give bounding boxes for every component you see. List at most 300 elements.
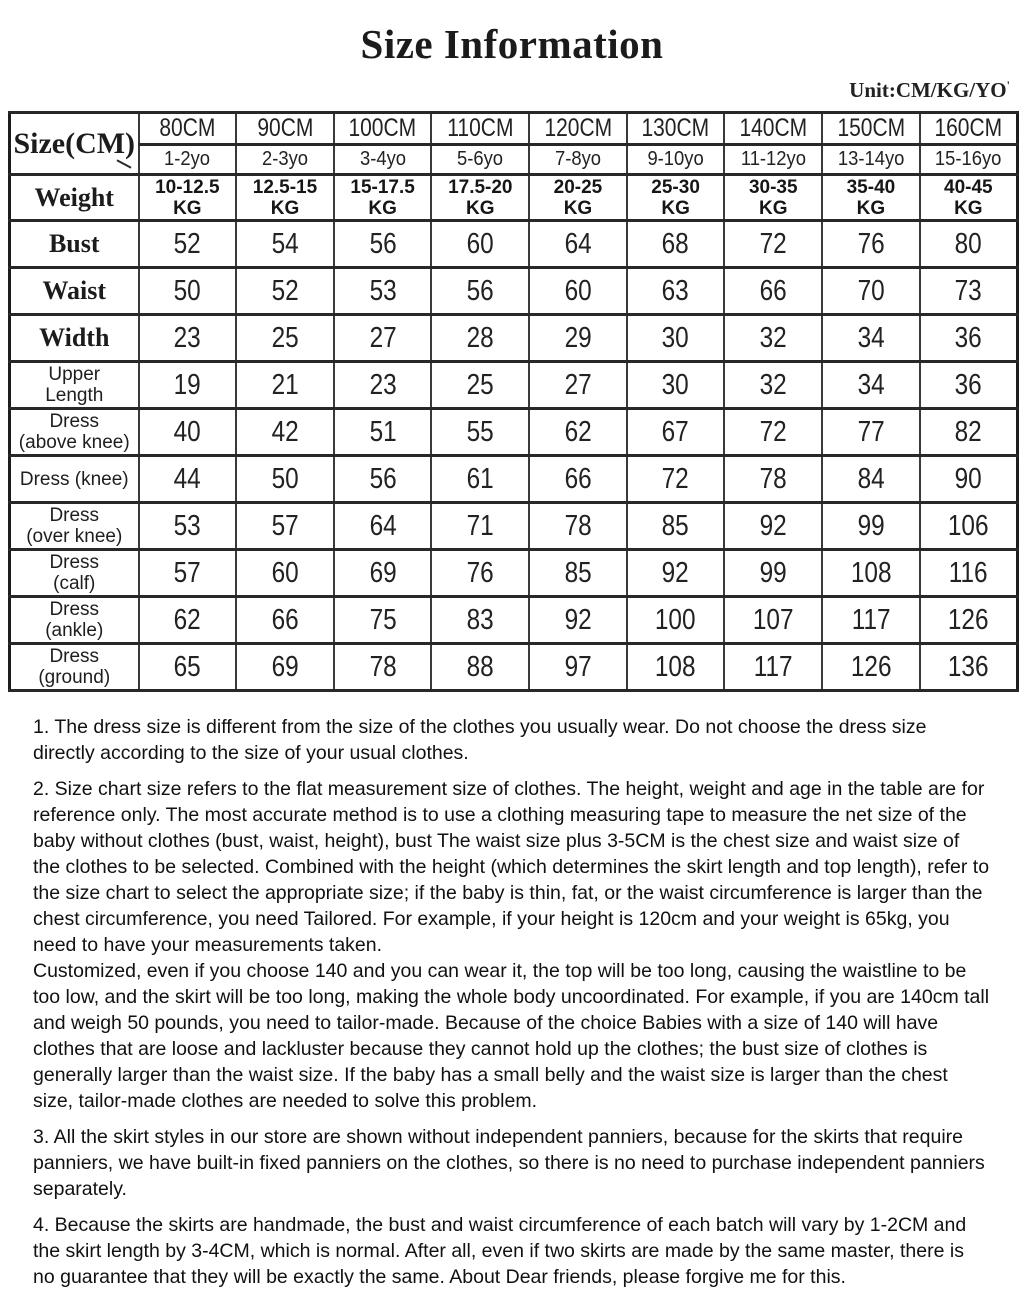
table-row-dress-ground [10, 644, 1018, 691]
value-text: 66 [564, 462, 592, 495]
age-header-text: 2-3yo [261, 148, 308, 170]
value-cell [822, 550, 920, 597]
value-text: 116 [948, 556, 988, 589]
value-text: 19 [173, 368, 201, 401]
value-cell [920, 268, 1018, 315]
value-text: 80 [954, 227, 982, 260]
header-age-cell [724, 145, 822, 175]
weight-unit-text: KG [466, 197, 495, 219]
value-cell [334, 503, 432, 550]
weight-range-text: 15-17.5 [350, 176, 415, 198]
row-label-line: (above knee) [18, 432, 130, 453]
header-size-cell [529, 113, 627, 145]
row-label-line: (ankle) [45, 620, 104, 641]
value-text: 126 [850, 650, 892, 683]
note-paragraph: Customized, even if you choose 140 and you can wear it, the top will be too long, causing the waistline to be too low, and the skirt will be too long, making the whole body uncoordinated. For example, if you are 140cm tall and weigh 50 pounds, you need to tailor-made. Because of the choice Babies with a size of 140 will have clothes that are loose and lackluster because they cannot hold up the clothes; the bust size of clothes is generally larger than the waist size. If the baby has a small belly and the waist size is larger than the chest size, tailor-made clothes are needed to solve this problem. [33, 960, 990, 1112]
value-text: 64 [369, 509, 397, 542]
size-table-body [10, 113, 1018, 691]
row-label-cell [10, 644, 139, 691]
value-text: 62 [564, 415, 592, 448]
value-cell [529, 409, 627, 456]
value-cell [236, 362, 334, 409]
value-cell [139, 644, 237, 691]
row-label-line: (over knee) [26, 526, 123, 547]
value-cell [529, 503, 627, 550]
table-row-upper-length [10, 362, 1018, 409]
value-text: 76 [857, 227, 885, 260]
size-cm-corner-label: Size(CM) [13, 126, 136, 160]
value-text: 34 [857, 368, 885, 401]
value-cell [236, 597, 334, 644]
header-size-cell [724, 113, 822, 145]
value-cell [236, 644, 334, 691]
value-text: 85 [564, 556, 592, 589]
value-text: 72 [759, 227, 787, 260]
age-header-text: 1-2yo [164, 148, 211, 170]
size-header-text: 120CM [544, 114, 612, 142]
size-header-text: 110CM [447, 114, 514, 142]
row-label-cell [10, 503, 139, 550]
value-cell [822, 644, 920, 691]
row-label-cell [10, 221, 139, 268]
row-label-line: Bust [48, 229, 100, 258]
weight-range-text: 40-45 [944, 176, 993, 198]
value-cell [920, 503, 1018, 550]
size-header-text: 90CM [256, 114, 313, 142]
age-header-text: 15-16yo [935, 148, 1002, 170]
value-cell [920, 550, 1018, 597]
value-cell [236, 503, 334, 550]
header-size-row [10, 113, 1018, 145]
value-cell [920, 456, 1018, 503]
weight-label-text: Weight [34, 182, 114, 212]
table-row-dress-above-knee [10, 409, 1018, 456]
row-label-cell [10, 550, 139, 597]
size-cm-corner-cell [10, 113, 139, 175]
weight-value-cell [627, 175, 725, 221]
value-cell [236, 315, 334, 362]
size-header-text: 80CM [159, 114, 216, 142]
row-label-line: Dress [49, 505, 100, 526]
value-cell [334, 644, 432, 691]
value-cell [724, 221, 822, 268]
value-cell [334, 362, 432, 409]
value-text: 25 [271, 321, 299, 354]
value-text: 117 [851, 603, 891, 636]
value-cell [724, 268, 822, 315]
value-cell [724, 550, 822, 597]
row-label-line: Width [39, 323, 110, 352]
value-cell [139, 597, 237, 644]
row-label-line: Dress [49, 646, 100, 667]
value-cell [822, 597, 920, 644]
value-text: 108 [850, 556, 892, 589]
weight-range-text: 10-12.5 [155, 176, 220, 198]
row-label-line: Dress (knee) [19, 468, 129, 490]
value-text: 69 [271, 650, 299, 683]
value-text: 73 [954, 274, 982, 307]
weight-value-cell [236, 175, 334, 221]
value-cell [627, 268, 725, 315]
value-text: 36 [954, 321, 982, 354]
value-text: 62 [173, 603, 201, 636]
value-text: 64 [564, 227, 592, 260]
value-text: 78 [369, 650, 397, 683]
value-text: 83 [466, 603, 494, 636]
value-cell [920, 362, 1018, 409]
value-cell [529, 268, 627, 315]
row-label-line: Upper [48, 364, 101, 385]
value-text: 32 [759, 368, 787, 401]
diagonal-mark [116, 159, 131, 168]
row-label-cell [10, 597, 139, 644]
value-cell [920, 221, 1018, 268]
value-text: 52 [173, 227, 201, 260]
value-cell [139, 550, 237, 597]
size-header-text: 160CM [934, 114, 1003, 142]
value-text: 66 [759, 274, 787, 307]
value-text: 60 [271, 556, 299, 589]
value-cell [334, 221, 432, 268]
value-text: 50 [173, 274, 201, 307]
value-text: 77 [857, 415, 885, 448]
note-paragraph: 1. The dress size is different from the size of the clothes you usually wear. Do not choose the dress size directly according to the size of your usual clothes. [33, 716, 927, 764]
value-text: 60 [466, 227, 494, 260]
value-text: 53 [173, 509, 201, 542]
value-text: 54 [271, 227, 299, 260]
value-text: 30 [662, 321, 690, 354]
value-text: 75 [369, 603, 397, 636]
value-cell [431, 315, 529, 362]
value-text: 27 [369, 321, 397, 354]
weight-unit-text: KG [563, 197, 593, 219]
value-text: 78 [759, 462, 787, 495]
header-age-cell [822, 145, 920, 175]
header-size-cell [920, 113, 1018, 145]
value-cell [724, 644, 822, 691]
value-cell [822, 268, 920, 315]
value-text: 72 [759, 415, 787, 448]
value-text: 50 [271, 462, 299, 495]
value-cell [236, 456, 334, 503]
value-cell [431, 456, 529, 503]
row-label-cell [10, 315, 139, 362]
value-cell [920, 597, 1018, 644]
note-4 [33, 1212, 990, 1290]
weight-label-cell [10, 175, 139, 221]
value-text: 66 [271, 603, 299, 636]
value-text: 68 [662, 227, 690, 260]
weight-value-cell [822, 175, 920, 221]
value-text: 76 [466, 556, 494, 589]
value-text: 85 [662, 509, 690, 542]
value-text: 23 [369, 368, 397, 401]
page-title: Size Information [360, 21, 664, 67]
value-cell [724, 503, 822, 550]
weight-value-cell [529, 175, 627, 221]
header-age-row [10, 145, 1018, 175]
size-header-text: 150CM [837, 114, 905, 142]
value-text: 63 [662, 274, 690, 307]
value-text: 44 [173, 462, 201, 495]
weight-value-cell [724, 175, 822, 221]
unit-superscript-mark: ' [1006, 78, 1010, 92]
value-cell [822, 456, 920, 503]
header-age-cell [139, 145, 237, 175]
value-cell [529, 362, 627, 409]
value-cell [627, 221, 725, 268]
value-cell [920, 409, 1018, 456]
value-text: 126 [947, 603, 989, 636]
value-text: 53 [369, 274, 397, 307]
value-text: 36 [954, 368, 982, 401]
value-text: 108 [655, 650, 696, 683]
value-text: 92 [662, 556, 690, 589]
weight-range-text: 30-35 [748, 176, 798, 198]
value-text: 107 [752, 603, 794, 636]
value-cell [724, 597, 822, 644]
value-text: 100 [655, 603, 696, 636]
value-text: 99 [759, 556, 787, 589]
weight-unit-text: KG [270, 197, 300, 219]
value-cell [431, 550, 529, 597]
header-size-cell [431, 113, 529, 145]
table-row-width [10, 315, 1018, 362]
age-header-text: 3-4yo [359, 148, 406, 170]
value-cell [431, 409, 529, 456]
weight-unit-text: KG [173, 197, 202, 219]
value-cell [139, 456, 237, 503]
value-cell [139, 503, 237, 550]
value-text: 67 [662, 415, 690, 448]
value-cell [334, 409, 432, 456]
value-cell [529, 644, 627, 691]
size-header-text: 140CM [739, 114, 808, 142]
header-size-cell [822, 113, 920, 145]
weight-unit-text: KG [856, 197, 886, 219]
value-text: 71 [466, 509, 494, 542]
value-cell [334, 456, 432, 503]
value-cell [431, 221, 529, 268]
weight-range-text: 17.5-20 [448, 176, 513, 198]
value-text: 78 [564, 509, 592, 542]
value-text: 88 [466, 650, 494, 683]
weight-value-cell [431, 175, 529, 221]
header-age-cell [334, 145, 432, 175]
value-text: 106 [947, 509, 989, 542]
row-label-line: Waist [42, 276, 107, 305]
table-row-waist [10, 268, 1018, 315]
header-size-cell [334, 113, 432, 145]
value-cell [822, 362, 920, 409]
value-text: 21 [271, 368, 299, 401]
size-table [8, 111, 1019, 692]
value-text: 32 [759, 321, 787, 354]
note-1 [33, 714, 990, 766]
row-label-cell [10, 409, 139, 456]
value-text: 65 [173, 650, 201, 683]
weight-range-text: 12.5-15 [252, 176, 318, 198]
value-text: 29 [564, 321, 592, 354]
header-age-cell [236, 145, 334, 175]
value-text: 69 [369, 556, 397, 589]
value-text: 42 [271, 415, 299, 448]
header-age-cell [920, 145, 1018, 175]
weight-value-cell [920, 175, 1018, 221]
row-label-line: (calf) [53, 573, 96, 594]
unit-label [0, 78, 1010, 103]
value-text: 55 [466, 415, 494, 448]
value-cell [822, 315, 920, 362]
value-cell [724, 315, 822, 362]
value-cell [236, 550, 334, 597]
header-age-cell [627, 145, 725, 175]
size-header-text: 100CM [348, 114, 417, 142]
value-cell [724, 456, 822, 503]
row-label-cell [10, 456, 139, 503]
value-cell [822, 221, 920, 268]
row-label-line: Dress [49, 411, 100, 432]
table-row-dress-ankle [10, 597, 1018, 644]
weight-unit-text: KG [759, 197, 788, 219]
value-cell [627, 503, 725, 550]
value-cell [334, 597, 432, 644]
header-age-cell [431, 145, 529, 175]
note-paragraph: 3. All the skirt styles in our store are shown without independent panniers, because for the skirts that require panniers, we have built-in fixed panniers on the clothes, so there is no need to purchase independent panniers separately. [33, 1126, 985, 1200]
value-cell [529, 456, 627, 503]
note-2 [33, 776, 990, 1114]
value-cell [529, 315, 627, 362]
value-text: 34 [857, 321, 885, 354]
weight-value-cell [334, 175, 432, 221]
value-cell [139, 268, 237, 315]
value-text: 30 [662, 368, 690, 401]
note-paragraph: 4. Because the skirts are handmade, the bust and waist circumference of each batch will vary by 1-2CM and the skirt length by 3-4CM, which is normal. After all, even if two skirts are made by the same master, there is no guarantee that they will be exactly the same. About Dear friends, please forgive me for this. [33, 1214, 967, 1288]
value-text: 51 [369, 415, 397, 448]
value-text: 27 [564, 368, 592, 401]
age-header-text: 9-10yo [647, 148, 704, 170]
value-cell [822, 503, 920, 550]
value-cell [431, 597, 529, 644]
row-label-cell [10, 268, 139, 315]
header-size-cell [139, 113, 237, 145]
row-label-line: (ground) [38, 667, 111, 688]
notes-section [33, 714, 990, 1290]
value-cell [334, 315, 432, 362]
row-label-line: Length [45, 385, 104, 406]
table-row-dress-knee [10, 456, 1018, 503]
size-header-text: 130CM [641, 114, 710, 142]
value-text: 99 [857, 509, 885, 542]
value-text: 72 [662, 462, 690, 495]
value-cell [627, 550, 725, 597]
value-cell [724, 362, 822, 409]
value-cell [236, 409, 334, 456]
row-label-cell [10, 362, 139, 409]
value-text: 70 [857, 274, 885, 307]
weight-range-text: 35-40 [846, 176, 896, 198]
value-cell [431, 644, 529, 691]
value-text: 56 [369, 227, 397, 260]
value-cell [822, 409, 920, 456]
value-cell [529, 597, 627, 644]
value-cell [431, 268, 529, 315]
header-age-cell [529, 145, 627, 175]
table-row-bust [10, 221, 1018, 268]
value-cell [627, 644, 725, 691]
value-text: 92 [564, 603, 592, 636]
age-header-text: 5-6yo [457, 148, 504, 170]
value-text: 84 [857, 462, 885, 495]
value-text: 61 [466, 462, 494, 495]
value-cell [627, 597, 725, 644]
table-row-dress-calf [10, 550, 1018, 597]
value-text: 56 [369, 462, 397, 495]
value-cell [334, 550, 432, 597]
value-text: 136 [947, 650, 989, 683]
value-text: 52 [271, 274, 299, 307]
value-text: 117 [753, 650, 793, 683]
value-cell [236, 221, 334, 268]
age-header-text: 13-14yo [837, 148, 905, 170]
value-cell [627, 456, 725, 503]
value-text: 60 [564, 274, 592, 307]
row-label-line: Dress [49, 552, 100, 573]
weight-unit-text: KG [954, 197, 983, 219]
weight-unit-text: KG [368, 197, 397, 219]
age-header-text: 7-8yo [554, 148, 601, 170]
value-cell [431, 362, 529, 409]
value-text: 97 [564, 650, 592, 683]
value-cell [627, 315, 725, 362]
unit-text: Unit:CM/KG/YO [849, 78, 1007, 102]
value-text: 92 [759, 509, 787, 542]
value-cell [431, 503, 529, 550]
weight-unit-text: KG [661, 197, 690, 219]
value-cell [139, 315, 237, 362]
value-cell [627, 362, 725, 409]
weight-range-text: 20-25 [553, 176, 603, 198]
header-size-cell [627, 113, 725, 145]
value-text: 90 [954, 462, 982, 495]
weight-row [10, 175, 1018, 221]
value-cell [236, 268, 334, 315]
weight-range-text: 25-30 [651, 176, 700, 198]
row-label-line: Dress [49, 599, 100, 620]
age-header-text: 11-12yo [740, 148, 806, 170]
value-text: 57 [173, 556, 201, 589]
value-cell [139, 362, 237, 409]
value-text: 23 [173, 321, 201, 354]
value-text: 82 [954, 415, 982, 448]
value-cell [529, 221, 627, 268]
value-text: 25 [466, 368, 494, 401]
value-text: 28 [466, 321, 494, 354]
header-size-cell [236, 113, 334, 145]
value-cell [724, 409, 822, 456]
value-cell [139, 409, 237, 456]
value-cell [920, 644, 1018, 691]
value-text: 56 [466, 274, 494, 307]
value-cell [139, 221, 237, 268]
value-cell [334, 268, 432, 315]
value-cell [529, 550, 627, 597]
note-3 [33, 1124, 990, 1202]
table-row-dress-over-knee [10, 503, 1018, 550]
note-paragraph: 2. Size chart size refers to the flat measurement size of clothes. The height, weight and age in the table are for reference only. The most accurate method is to use a clothing measuring tape to measure the net size of the baby without clothes (bust, waist, height), bust The waist size plus 3-5CM is the chest size and waist size of the clothes to be selected. Combined with the height (which determines the skirt length and top length), refer to the size chart to select the appropriate size; if the baby is thin, fat, or the waist circumference is larger than the chest circumference, you need Tailored. For example, if your height is 120cm and your weight is 65kg, you need to have your measurements taken. [33, 778, 990, 956]
weight-value-cell [139, 175, 237, 221]
value-text: 57 [271, 509, 299, 542]
